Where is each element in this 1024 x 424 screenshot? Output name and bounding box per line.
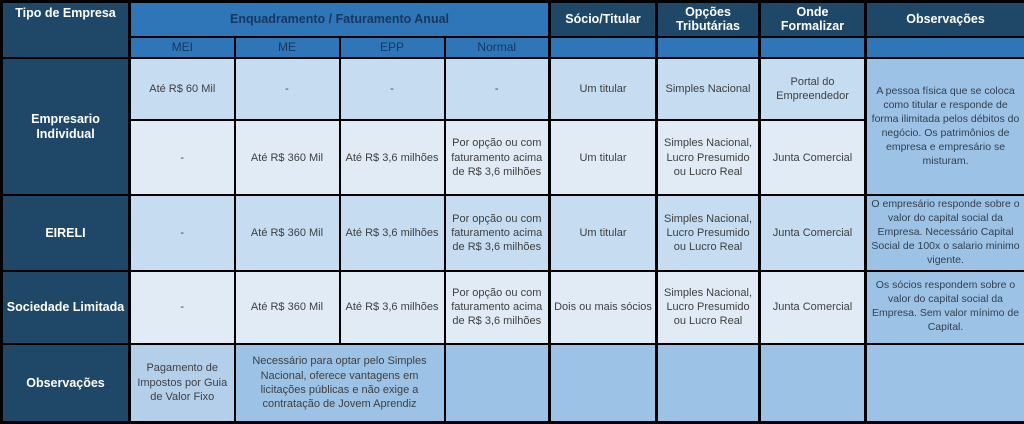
cell-obsrow-onde	[760, 344, 866, 423]
header-group-enquadramento: Enquadramento / Faturamento Anual	[130, 2, 550, 37]
header-socio-titular: Sócio/Titular	[550, 2, 657, 37]
cell-ei-onde: Portal do Empreendedor	[760, 58, 866, 120]
header-tipo-de-empresa: Tipo de Empresa	[2, 2, 130, 59]
row-label-observacoes: Observações	[2, 344, 130, 423]
subheader-me: ME	[235, 37, 340, 59]
row-label-empresario-individual: Empresario Individual	[2, 58, 130, 195]
header-observacoes: Observações	[866, 2, 1024, 37]
row-eireli	[2, 195, 1024, 270]
cell-eireli-epp: Até R$ 3,6 milhões	[340, 195, 445, 270]
cell-ei-epp: -	[340, 58, 445, 120]
cell-ei-normal: -	[445, 58, 550, 120]
cell-ei-opcoes: Simples Nacional	[657, 58, 760, 120]
cell-eireli-onde: Junta Comercial	[760, 195, 866, 270]
cell-eireli-normal: Por opção ou com faturamento acima de R$ 3,6 milhões	[445, 195, 550, 270]
cell-obsrow-observacoes	[866, 344, 1024, 423]
subheader-normal: Normal	[445, 37, 550, 59]
header-row-1	[2, 2, 1024, 37]
cell-eireli-socio: Um titular	[550, 195, 657, 270]
header-onde-formalizar: Onde Formalizar	[760, 2, 866, 37]
subheader-observacoes-empty	[866, 37, 1024, 59]
cell-obsrow-normal	[445, 344, 550, 423]
row-empresario-individual-mei	[2, 58, 1024, 120]
cell-obsrow-mei: Pagamento de Impostos por Guia de Valor Fixo	[130, 344, 235, 423]
cell-ei-socio: Um titular	[550, 58, 657, 120]
subheader-epp: EPP	[340, 37, 445, 59]
cell-ei2-mei: -	[130, 120, 235, 195]
cell-ei-me: -	[235, 58, 340, 120]
subheader-mei: MEI	[130, 37, 235, 59]
cell-ei2-opcoes: Simples Nacional, Lucro Presumido ou Lucro Real	[657, 120, 760, 195]
subheader-onde-empty	[760, 37, 866, 59]
cell-obsrow-opcoes	[657, 344, 760, 423]
cell-eireli-mei: -	[130, 195, 235, 270]
cell-sl-onde: Junta Comercial	[760, 271, 866, 344]
header-opcoes-tributarias: Opções Tributárias	[657, 2, 760, 37]
row-observacoes-finais	[2, 344, 1024, 423]
subheader-socio-empty	[550, 37, 657, 59]
row-label-sociedade-limitada: Sociedade Limitada	[2, 271, 130, 344]
cell-ei2-me: Até R$ 360 Mil	[235, 120, 340, 195]
cell-sl-normal: Por opção ou com faturamento acima de R$ 3,6 milhões	[445, 271, 550, 344]
subheader-opcoes-empty	[657, 37, 760, 59]
cell-obsrow-me-epp: Necessário para optar pelo Simples Nacional, oferece vantagens em licitações públicas e não exige a contratação de Jovem Aprendiz	[235, 344, 445, 423]
row-sociedade-limitada	[2, 271, 1024, 344]
header-row-2	[2, 37, 1024, 59]
cell-ei2-socio: Um titular	[550, 120, 657, 195]
cell-sl-socio: Dois ou mais sócios	[550, 271, 657, 344]
cell-ei2-normal: Por opção ou com faturamento acima de R$ 3,6 milhões	[445, 120, 550, 195]
cell-sl-me: Até R$ 360 Mil	[235, 271, 340, 344]
cell-obsrow-socio	[550, 344, 657, 423]
row-label-eireli: EIRELI	[2, 195, 130, 270]
cell-sl-observacoes: Os sócios respondem sobre o valor do capital social da Empresa. Sem valor mínimo de Capital.	[866, 271, 1024, 344]
cell-ei2-onde: Junta Comercial	[760, 120, 866, 195]
cell-ei-mei: Até R$ 60 Mil	[130, 58, 235, 120]
cell-eireli-observacoes: O empresário responde sobre o valor do capital social da Empresa. Necessário Capital Social de 100x o salario minimo vigente.	[866, 195, 1024, 270]
cell-ei2-epp: Até R$ 3,6 milhões	[340, 120, 445, 195]
cell-eireli-opcoes: Simples Nacional, Lucro Presumido ou Lucro Real	[657, 195, 760, 270]
cell-sl-opcoes: Simples Nacional, Lucro Presumido ou Lucro Real	[657, 271, 760, 344]
cell-sl-mei: -	[130, 271, 235, 344]
cell-sl-epp: Até R$ 3,6 milhões	[340, 271, 445, 344]
cell-ei-observacoes: A pessoa física que se coloca como titular e responde de forma ilimitada pelos débitos do negócio. Os patrimônios de empresa e empresário se misturam.	[866, 58, 1024, 195]
cell-eireli-me: Até R$ 360 Mil	[235, 195, 340, 270]
